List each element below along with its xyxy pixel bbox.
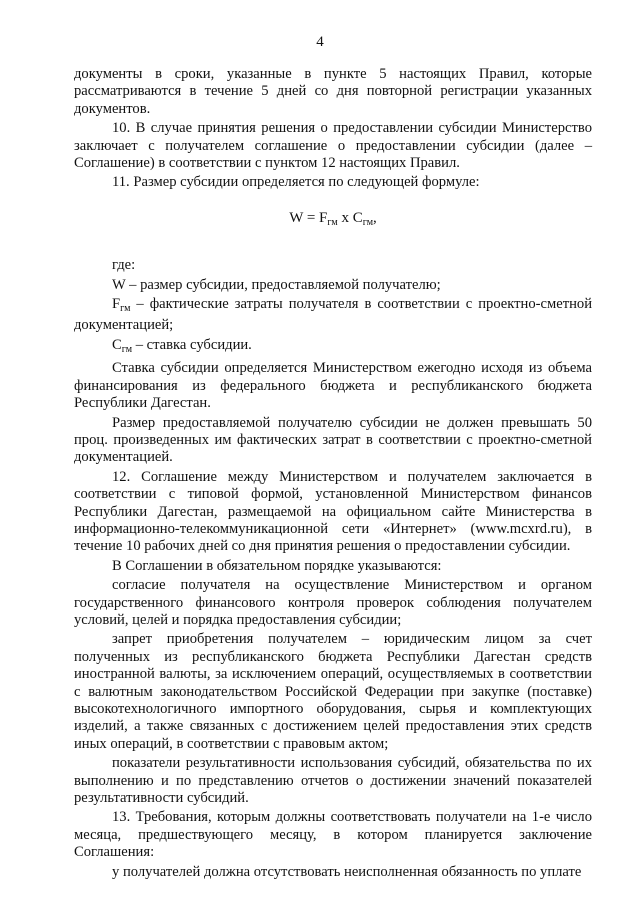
- page-number: 4: [316, 34, 324, 50]
- paragraph: Размер предоставляемой получателю субсидии не должен превышать 50 проц. произведенных им фактических затрат в соответствии с проектно-сметной документацией.: [74, 414, 592, 466]
- definition-f-sub: гм: [120, 303, 131, 315]
- definition-f-symbol: F: [112, 296, 121, 313]
- paragraph: запрет приобретения получателем – юридическим лицом за счет полученных из республиканского бюджета Республики Дагестан средств иностранной валюты, за исключением операций, осуществляемых в соответствии с валютным законодательством Российской Федерации при закупке (поставке) высокотехнологичного импортного оборудования, сырья и комплектующих изделий, а также связанных с достижением целей предоставления этих средств иных операций, в соответствии с правовым актом;: [74, 631, 592, 752]
- paragraph: 10. В случае принятия решения о предоставлении субсидии Министерство заключает с получателем соглашение о предоставлении субсидии (далее – Соглашение) в соответствии с пунктом 12 настоящих Правил.: [74, 120, 592, 172]
- definition-w: W – размер субсидии, предоставляемой получателю;: [112, 276, 441, 293]
- paragraph: 12. Соглашение между Министерством и получателем заключается в соответствии с типовой формой, установленной Министерством финансов Республики Дагестан, размещаемой на официальном сайте Министерства в информационно-телекоммуникационной сети «Интернет» (www.mcxrd.ru), в течение 10 рабочих дней со дня принятия решения о предоставлении субсидии.: [74, 468, 592, 555]
- paragraph: 13. Требования, которым должны соответствовать получатели на 1-е число месяца, предшествующего месяцу, в котором планируется заключение Соглашения:: [74, 809, 592, 861]
- definition-f-text: – фактические затраты получателя в соответствии с проектно-сметной документацией;: [74, 296, 592, 334]
- document-body: [74, 66, 592, 883]
- paragraph: документы в сроки, указанные в пункте 5 настоящих Правил, которые рассматриваются в течение 5 дней со дня повторной регистрации указанных документов.: [74, 66, 592, 117]
- definition-c: [74, 337, 592, 358]
- paragraph: показатели результативности использования субсидий, обязательства по их выполнению и по представлению отчетов о достижении значений показателей результативности субсидий.: [74, 755, 592, 807]
- definition-c-sub: гм: [121, 343, 133, 355]
- definition-c-symbol: C: [112, 336, 122, 353]
- formula-tail: ,: [373, 209, 377, 226]
- definition-f: [74, 296, 592, 335]
- formula-lhs: W = F: [289, 209, 328, 226]
- formula: [74, 210, 592, 231]
- paragraph: 11. Размер субсидии определяется по следующей формуле:: [112, 174, 480, 191]
- definition-where: где:: [112, 257, 136, 274]
- paragraph: у получателей должна отсутствовать неисполненная обязанность по уплате: [112, 863, 582, 880]
- paragraph: В Соглашении в обязательном порядке указываются:: [112, 557, 442, 574]
- paragraph: согласие получателя на осуществление Министерством и органом государственного финансового контроля проверок соблюдения получателем условий, целей и порядка предоставления субсидии;: [74, 577, 592, 628]
- formula-mid: x C: [337, 209, 363, 226]
- formula-sub2: гм: [362, 216, 374, 228]
- formula-sub1: гм: [327, 216, 338, 228]
- paragraph: Ставка субсидии определяется Министерством ежегодно исходя из объема финансирования из федерального бюджета и республиканского бюджета Республики Дагестан.: [74, 360, 592, 412]
- definition-c-text: – ставка субсидии.: [132, 336, 252, 353]
